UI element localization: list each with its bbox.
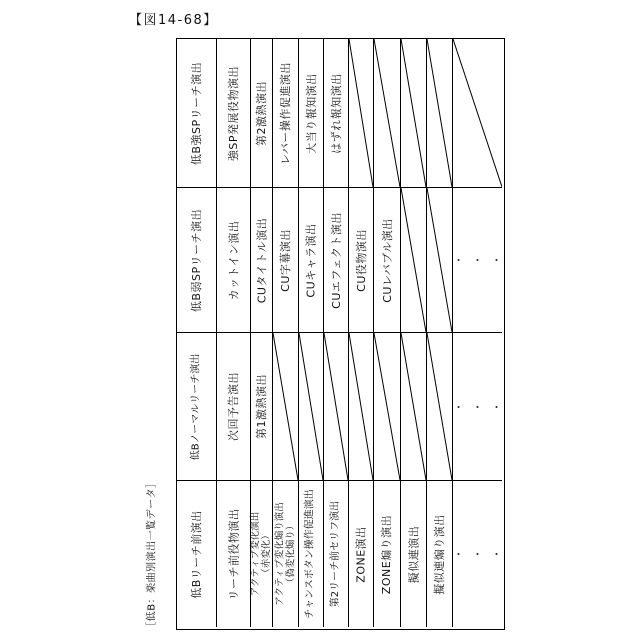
cell-text: CU役物演出 — [354, 228, 368, 292]
cell-text: チャンスボタン操作促進演出 — [305, 489, 316, 619]
cell-text: CUエフェクト演出 — [329, 211, 343, 309]
table-cell — [217, 188, 251, 333]
table-cell — [324, 188, 349, 333]
cell-text: リーチ前役物演出 — [227, 508, 240, 600]
figure-title: 【図14-68】 — [129, 13, 218, 28]
table-cell-ellipsis — [453, 333, 510, 481]
cell-text: はずれ報知演出 — [329, 72, 343, 154]
ellipsis-dots: ・・・ — [453, 254, 510, 267]
table-cell — [273, 188, 299, 333]
effect-list-table — [176, 38, 510, 630]
row1-header-cell — [177, 39, 217, 188]
cell-text-multiline — [275, 502, 297, 605]
cell-text: レバー操作促進演出 — [279, 61, 293, 165]
cell-text: 低Bリーチ前演出 — [190, 509, 204, 599]
table-cell-empty — [374, 333, 401, 481]
table-cell — [251, 481, 273, 627]
cell-text-line1: アクティブ変化煽り演出 — [274, 502, 286, 606]
table-cell — [374, 188, 401, 333]
cell-text: CUレバブル演出 — [380, 217, 394, 303]
diagonal-line — [427, 188, 452, 332]
table-cell — [217, 39, 251, 188]
table-cell-empty — [349, 333, 374, 481]
diagonal-line — [453, 39, 502, 187]
cell-text: 第2激熱演出 — [255, 80, 268, 146]
cell-text: CUキャラ演出 — [304, 222, 318, 298]
table-cell-empty — [273, 333, 299, 481]
cell-text-line2: （偽変化煽り） — [285, 520, 297, 588]
table-cell-empty — [401, 188, 427, 333]
diagonal-line — [427, 39, 452, 187]
table-cell — [349, 188, 374, 333]
table-cell — [374, 481, 401, 627]
diagonal-line — [273, 333, 298, 480]
table-cell-empty — [427, 188, 453, 333]
table-cell — [299, 188, 324, 333]
table-cell — [217, 481, 251, 627]
row4-header-cell — [177, 481, 217, 627]
table-cell-empty — [374, 39, 401, 188]
diagonal-line — [374, 333, 400, 480]
cell-text: ZONE演出 — [354, 525, 368, 583]
table-cell — [251, 333, 273, 481]
table-cell — [324, 39, 349, 188]
table-cell — [217, 333, 251, 481]
table-cell-empty — [299, 333, 324, 481]
table-cell-empty — [453, 39, 502, 188]
diagonal-line — [401, 333, 426, 480]
table-cell — [349, 481, 374, 627]
table-cell-empty — [349, 39, 374, 188]
cell-text: 低B弱SPリーチ演出 — [190, 208, 204, 312]
row3-header-cell — [177, 333, 217, 481]
table-cell — [324, 481, 349, 627]
cell-text-multiline — [251, 512, 273, 596]
cell-text: CUタイトル演出 — [255, 217, 269, 303]
table-cell — [251, 188, 273, 333]
cell-text: 低B強SPリーチ演出 — [190, 61, 204, 165]
row2-header-cell — [177, 188, 217, 333]
cell-text: 強SP発展役物演出 — [227, 65, 240, 161]
cell-text: 大当り報知演出 — [304, 72, 318, 154]
cell-text-line1: アクティブ変化演出 — [250, 511, 262, 597]
table-cell-empty — [401, 39, 427, 188]
diagonal-line — [299, 333, 323, 480]
table-cell — [401, 481, 427, 627]
table-cell — [427, 481, 453, 627]
ellipsis-dots: ・・・ — [453, 548, 510, 561]
table-cell-empty — [324, 333, 349, 481]
table-cell — [273, 39, 299, 188]
diagonal-line — [349, 333, 373, 480]
table-cell-ellipsis — [453, 481, 510, 627]
table-cell-ellipsis — [453, 188, 510, 333]
diagonal-line — [349, 39, 373, 187]
cell-text-line2: （赤変化） — [261, 530, 273, 578]
cell-text: 次回予告演出 — [227, 372, 240, 441]
cell-text: CU字幕演出 — [279, 228, 293, 292]
cell-text: 低Bノーマルリーチ演出 — [190, 353, 202, 460]
table-caption — [140, 476, 160, 632]
diagonal-line — [401, 188, 426, 332]
cell-text: ZONE煽り演出 — [380, 514, 394, 594]
diagonal-line — [401, 39, 426, 187]
diagonal-line — [427, 333, 452, 480]
cell-text: 第2リーチ前セリフ演出 — [330, 500, 341, 608]
table-cell-empty — [401, 333, 427, 481]
table-cell — [299, 39, 324, 188]
ellipsis-dots: ・・・ — [453, 400, 510, 414]
table-cell-empty — [427, 39, 453, 188]
cell-text: 擬似連演出 — [407, 525, 420, 583]
table-cell — [273, 481, 299, 627]
table-cell — [299, 481, 324, 627]
cell-text: 擬似連煽り演出 — [433, 513, 446, 595]
cell-text: 第1激熱演出 — [255, 374, 268, 439]
cell-text: カットイン演出 — [227, 220, 240, 300]
diagonal-line — [324, 333, 348, 480]
table-cell-empty — [427, 333, 453, 481]
table-cell — [251, 39, 273, 188]
table-caption-text: ［低B：楽曲別演出一覧データ］ — [146, 476, 158, 632]
diagonal-line — [374, 39, 400, 187]
